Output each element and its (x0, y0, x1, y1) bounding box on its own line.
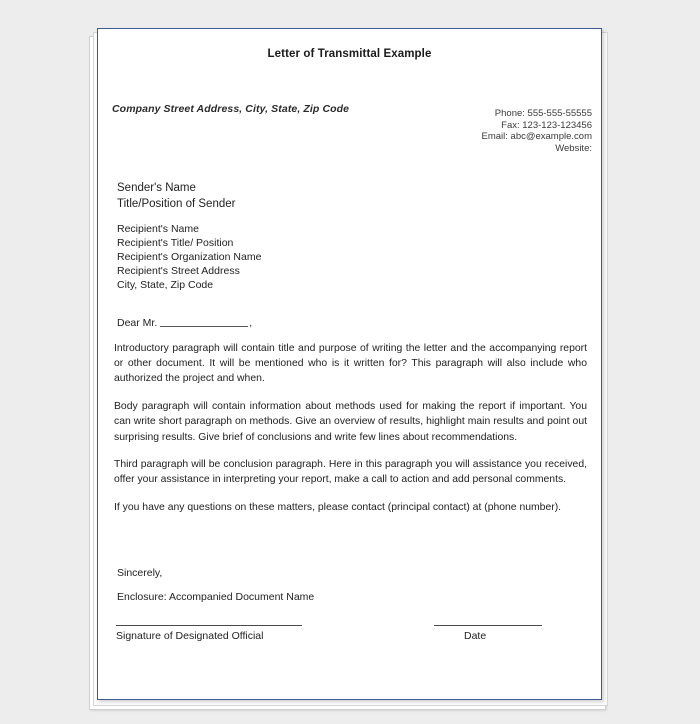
recipient-title: Recipient's Title/ Position (117, 237, 234, 249)
salutation-blank-rule (160, 317, 248, 327)
signature-label-date: Date (464, 630, 487, 642)
signature-label-official: Signature of Designated Official (116, 630, 264, 642)
salutation-suffix: , (249, 317, 253, 329)
sender-name: Sender's Name (117, 182, 196, 194)
recipient-name: Recipient's Name (117, 223, 199, 235)
recipient-organization: Recipient's Organization Name (117, 251, 262, 263)
contact-info-block (482, 108, 593, 154)
letter-page (97, 28, 602, 700)
signature-area (114, 625, 587, 665)
body-paragraph-3: Third paragraph will be conclusion paragraph. Here in this paragraph you will assistance you received, offer your assistance in interpreting your report, make a call to action and add personal comments. (114, 459, 587, 486)
body-paragraph-1: Introductory paragraph will contain title and purpose of writing the letter and the accompanying report or other document. It will be mentioned who is it written for? This paragraph will also include who authorized the project and when. (114, 343, 587, 385)
page-title: Letter of Transmittal Example (267, 48, 432, 60)
contact-phone: Phone: 555-555-55555 (494, 108, 592, 119)
salutation-line (117, 317, 252, 329)
enclosure-line: Enclosure: Accompanied Document Name (117, 591, 315, 603)
closing-line: Sincerely, (117, 567, 163, 579)
contact-website: Website: (555, 142, 592, 154)
recipient-city-state-zip: City, State, Zip Code (117, 279, 214, 291)
recipient-block (117, 222, 261, 292)
letter-page-content (98, 29, 601, 699)
signature-rule-date (434, 625, 542, 626)
sender-title: Title/Position of Sender (117, 197, 236, 210)
body-paragraph-2: Body paragraph will contain information about methods used for making the report if important. You can write short paragraph on methods. Give an overview of results, highlight main results and point out surprising results. Give brief of conclusions and write few lines about recommendations. (114, 401, 587, 443)
signature-rule-official (116, 625, 302, 626)
letter-body (114, 341, 587, 515)
contact-fax: Fax: 123-123-123456 (501, 119, 592, 131)
sender-block (117, 181, 235, 212)
body-paragraph-4: If you have any questions on these matters, please contact (principal contact) at (phone number). (114, 502, 562, 514)
company-address-line: Company Street Address, City, State, Zip Code (112, 103, 350, 115)
recipient-street: Recipient's Street Address (117, 265, 240, 277)
salutation-prefix: Dear Mr. (117, 317, 158, 329)
contact-email: Email: abc@example.com (481, 131, 592, 143)
